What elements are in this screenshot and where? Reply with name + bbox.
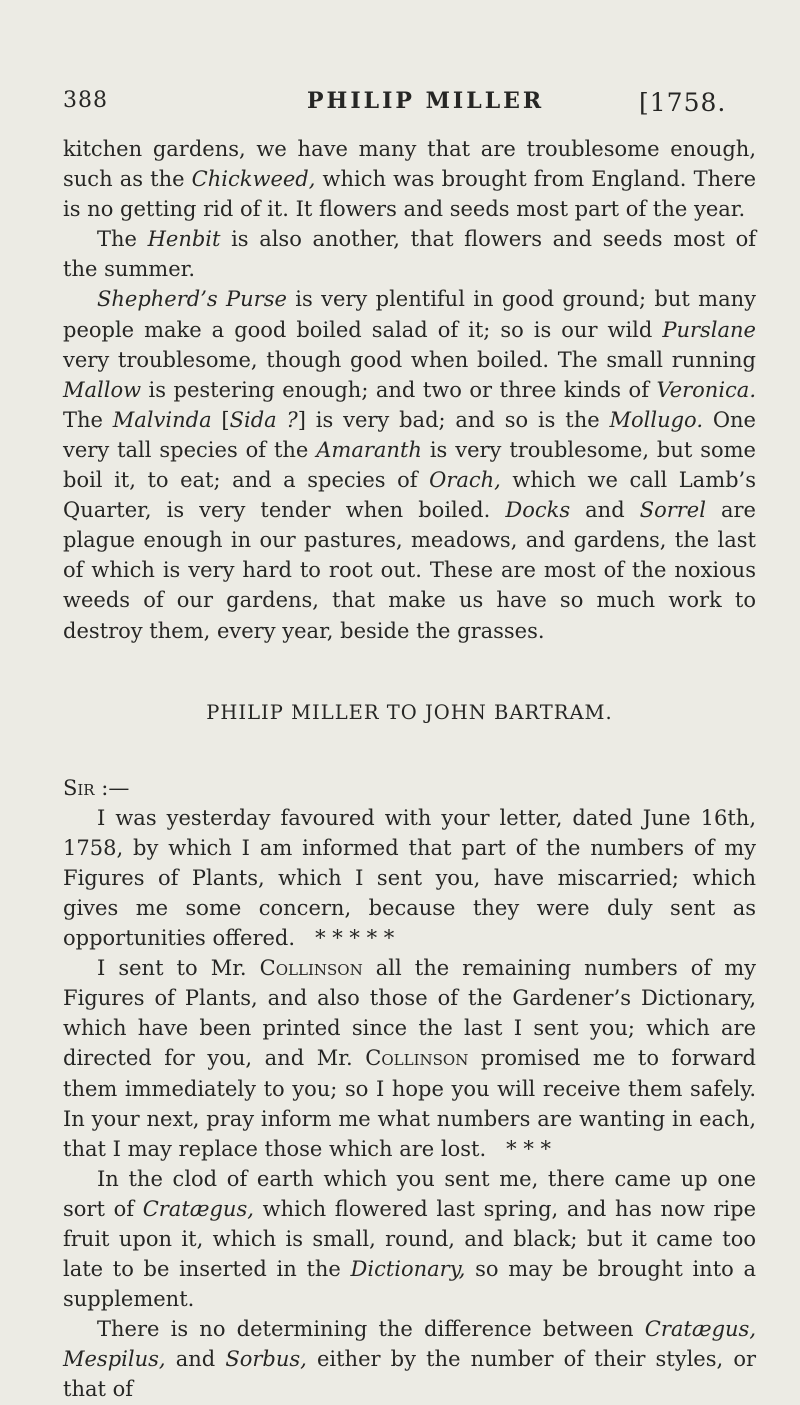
page-header [0, 88, 800, 128]
paragraph-weeds: Shepherd’s Purse is very plentiful in good ground; but many people make a good boiled salad of it; so is our wild Purslane very troublesome, though good when boiled. The small running Mallow is pestering enough; and two or three kinds of Veronica. The Malvinda [Sida ?] is very bad; and so is the Mollugo. One very tall species of the Amaranth is very troublesome, but some boil it, to eat; and a species of Orach, which we call Lamb’s Quarter, is very tender when boiled. Docks and Sorrel are plague enough in our pastures, meadows, and gardens, the last of which is very hard to root out. These are most of the noxious weeds of our gardens, that make us have so much work to destroy them, every year, beside the grasses. [63, 287, 756, 643]
running-title: PHILIP MILLER [307, 88, 545, 114]
paragraph-determining: There is no determining the difference between Cratægus, Mespilus, and Sorbus, either by the number of their styles, or that of [63, 1317, 756, 1402]
ellipsis-stars: * * * * * [315, 926, 395, 951]
paragraph-henbit: The Henbit is also another, that flowers and seeds most of the summer. [63, 227, 756, 282]
salutation: Sir :— [63, 775, 130, 800]
paragraph-kitchen-gardens: kitchen gardens, we have many that are troublesome enough, such as the Chickweed, which was brought from England. There is no getting rid of it. It flowers and seeds most part of the year. [63, 137, 756, 222]
page-number: 388 [63, 88, 108, 113]
page-body [63, 134, 756, 1405]
paragraph-letter-received: I was yesterday favoured with your letter, dated June 16th, 1758, by which I am informed that part of the numbers of my Figures of Plants, which I sent you, have miscarried; which gives me some concern, because they were duly sent as opportunities offered. * * * * * [63, 805, 756, 951]
ellipsis-stars: * * * [506, 1136, 552, 1161]
header-year: [1758. [639, 88, 727, 117]
letter-title: PHILIP MILLER TO JOHN BARTRAM. [206, 700, 613, 724]
paragraph-crataegus: In the clod of earth which you sent me, there came up one sort of Cratægus, which flowered last spring, and has now ripe fruit upon it, which is small, round, and black; but it came too late to be inserted in the Dictionary, so may be brought into a supplement. [63, 1166, 756, 1312]
paragraph-figures-sent: I sent to Mr. Collinson all the remaining numbers of my Figures of Plants, and also those of the Gardener’s Dictionary, which have been printed since the last I sent you; which are directed for you, and Mr. Collinson promised me to forward them immediately to you; so I hope you will receive them safely. In your next, pray inform me what numbers are wanting in each, that I may replace those which are lost. * * * [63, 956, 757, 1161]
